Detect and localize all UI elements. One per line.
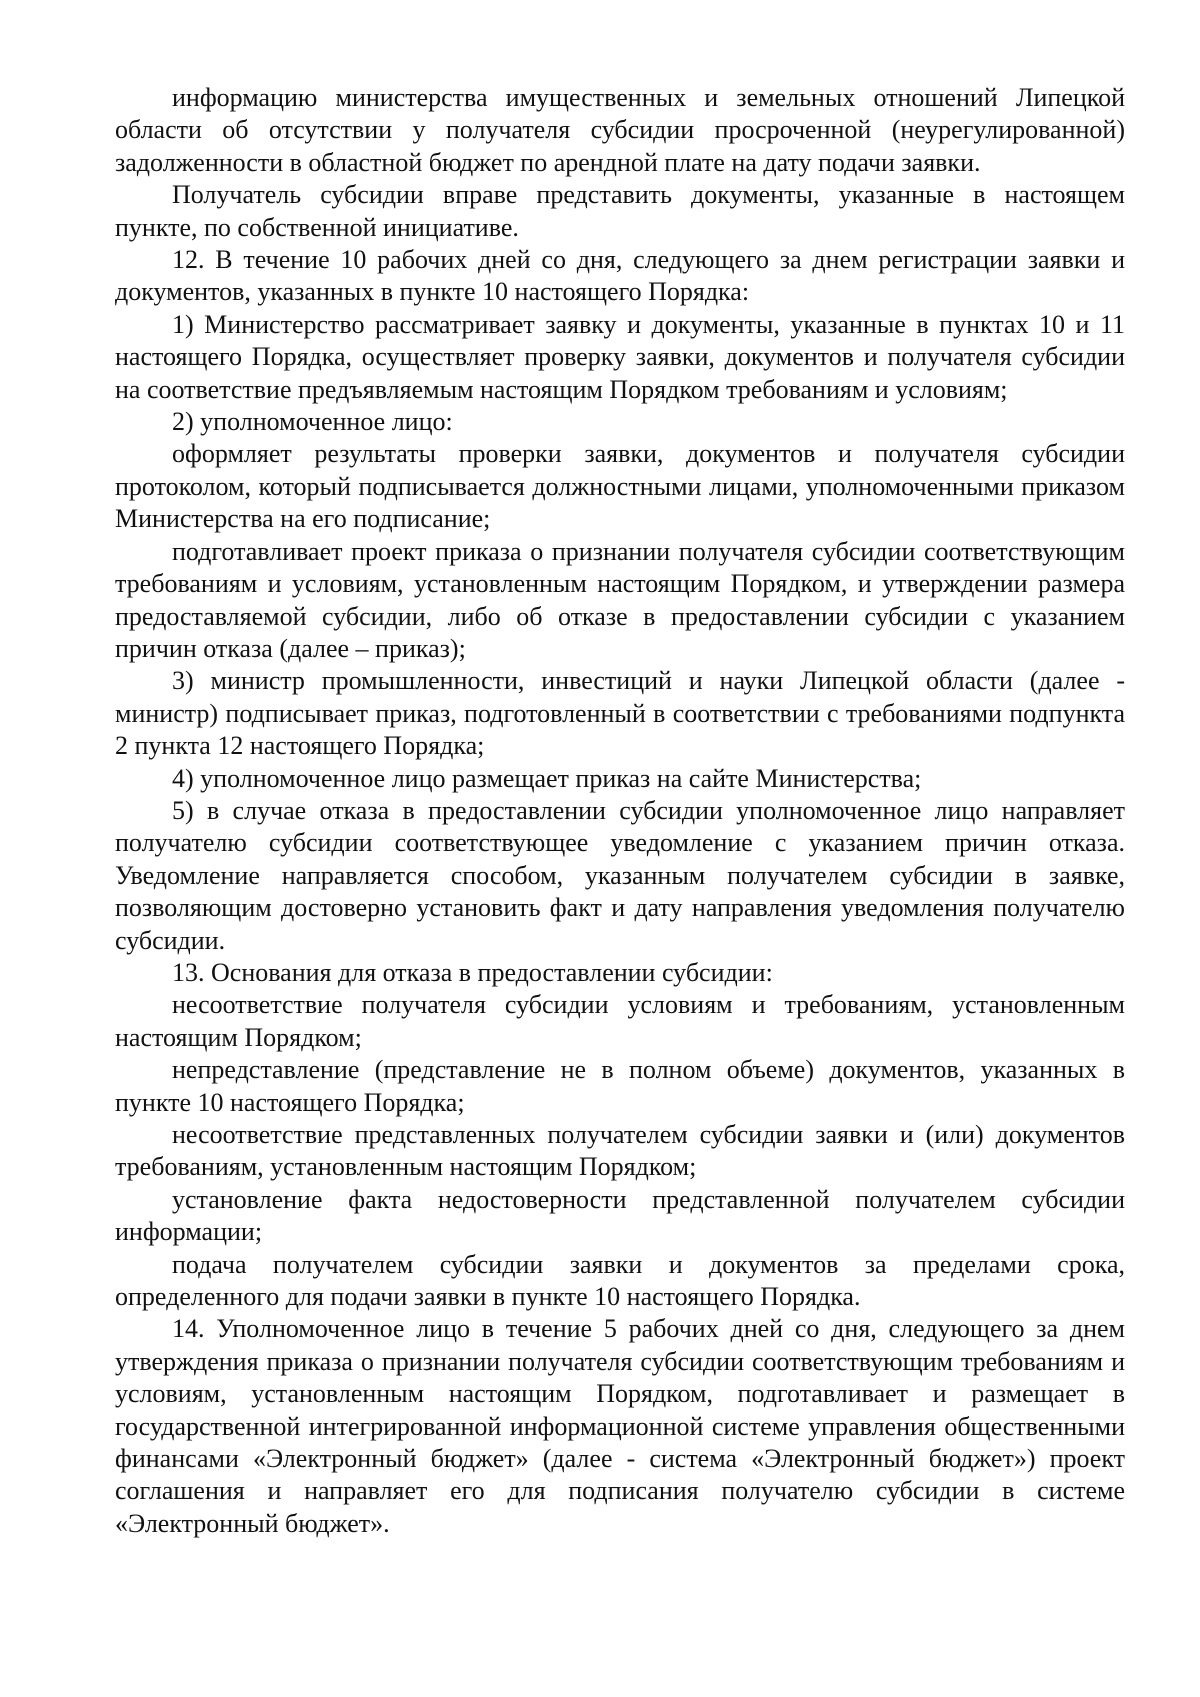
paragraph-item-13-noncompliance: несоответствие получателя субсидии условиям и требованиям, установленным настоящим Порядком; (115, 990, 1125, 1052)
paragraph-own-initiative: Получатель субсидии вправе представить документы, указанные в настоящем пункте, по собственной инициативе. (115, 180, 1125, 242)
paragraph-item-12-1: 1) Министерство рассматривает заявку и документы, указанные в пунктах 10 и 11 настоящего Порядка, осуществляет проверку заявки, документов и получателя субсидии на соответствие предъявляемым настоящим Порядком требованиям и условиям; (115, 309, 1125, 404)
paragraph-item-13: 13. Основания для отказа в предоставлении субсидии: (172, 957, 773, 987)
paragraph-item-13-docs-mismatch: несоответствие представленных получателем субсидии заявки и (или) документов требованиям, установленным настоящим Порядком; (115, 1120, 1125, 1182)
paragraph-item-14: 14. Уполномоченное лицо в течение 5 рабочих дней со дня, следующего за днем утверждения приказа о признании получателя субсидии соответствующим требованиям и условиям, установленным настоящим Порядком, подготавливает и размещает в государственной интегрированной информационной системе управления общественными финансами «Электронный бюджет» (далее - система «Электронный бюджет») проект соглашения и направляет его для подписания получателю субсидии в системе «Электронный бюджет». (115, 1314, 1125, 1538)
paragraph-item-12-2: 2) уполномоченное лицо: (172, 407, 453, 437)
paragraph-item-12: 12. В течение 10 рабочих дней со дня, следующего за днем регистрации заявки и документов, указанных в пункте 10 настоящего Порядка: (115, 245, 1125, 307)
document-page (115, 82, 1125, 1540)
paragraph-item-12-2-protocol: оформляет результаты проверки заявки, документов и получателя субсидии протоколом, который подписывается должностными лицами, уполномоченными приказом Министерства на его подписание; (115, 439, 1125, 534)
paragraph-item-12-2-order-draft: подготавливает проект приказа о признании получателя субсидии соответствующим требованиям и условиям, установленным настоящим Порядком, и утверждении размера предоставляемой субсидии, либо об отказе в предоставлении субсидии с указанием причин отказа (далее – приказ); (115, 536, 1125, 663)
paragraph-item-13-missing-docs: непредставление (представление не в полном объеме) документов, указанных в пункте 10 настоящего Порядка; (115, 1055, 1125, 1117)
paragraph-continuation: информацию министерства имущественных и земельных отношений Липецкой области об отсутствии у получателя субсидии просроченной (неурегулированной) задолженности в областной бюджет по арендной плате на дату подачи заявки. (115, 83, 1125, 177)
paragraph-item-13-false-info: установление факта недостоверности представленной получателем субсидии информации; (115, 1184, 1125, 1247)
paragraph-item-12-4: 4) уполномоченное лицо размещает приказ на сайте Министерства; (172, 763, 922, 793)
paragraph-item-13-late-submission: подача получателем субсидии заявки и документов за пределами срока, определенного для подачи заявки в пункте 10 настоящего Порядка. (115, 1249, 1125, 1312)
paragraph-item-12-3: 3) министр промышленности, инвестиций и науки Липецкой области (далее - министр) подписывает приказ, подготовленный в соответствии с требованиями подпункта 2 пункта 12 настоящего Порядка; (115, 666, 1125, 761)
paragraph-item-12-5: 5) в случае отказа в предоставлении субсидии уполномоченное лицо направляет получателю субсидии соответствующее уведомление с указанием причин отказа. Уведомление направляется способом, указанным получателем субсидии в заявке, позволяющим достоверно установить факт и дату направления уведомления получателю субсидии. (115, 795, 1125, 955)
